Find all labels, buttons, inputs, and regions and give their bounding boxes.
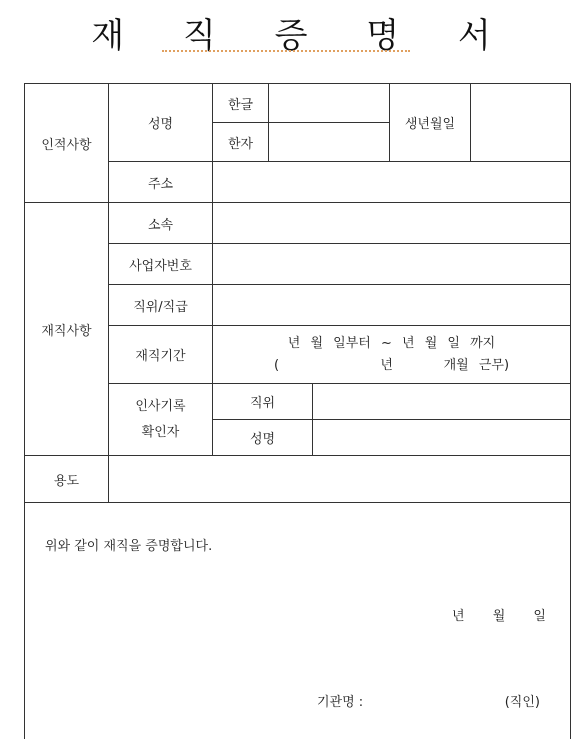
spellcheck-underline xyxy=(162,50,410,52)
purpose-label: 용도 xyxy=(25,456,109,503)
birth-field[interactable] xyxy=(471,84,571,162)
business-no-field[interactable] xyxy=(213,244,571,285)
address-field[interactable] xyxy=(213,162,571,203)
affiliation-field[interactable] xyxy=(213,203,571,244)
declaration-cell xyxy=(25,503,571,739)
employment-section-label: 재직사항 xyxy=(25,203,109,456)
period-field[interactable] xyxy=(213,326,571,384)
personal-section-label: 인적사항 xyxy=(25,84,109,203)
certificate-form-table xyxy=(24,83,571,739)
business-no-label: 사업자번호 xyxy=(109,244,213,285)
period-line-1: 년 월 일부터 ~ 년 월 일 까지 xyxy=(287,335,496,351)
affiliation-label: 소속 xyxy=(109,203,213,244)
purpose-field[interactable] xyxy=(109,456,571,503)
hr-title-field[interactable] xyxy=(313,384,571,420)
hr-name-label: 성명 xyxy=(213,420,313,456)
declaration-text: 위와 같이 재직을 증명합니다. xyxy=(45,539,213,554)
period-label: 재직기간 xyxy=(109,326,213,384)
position-field[interactable] xyxy=(213,285,571,326)
hr-verifier-label xyxy=(109,384,213,456)
birth-label: 생년월일 xyxy=(390,84,471,162)
hr-label-line-2: 확인자 xyxy=(141,424,180,440)
declaration-date[interactable]: 년 월 일 xyxy=(452,609,546,624)
hr-name-field[interactable] xyxy=(313,420,571,456)
document-title: 재 직 증 명 서 xyxy=(91,16,515,56)
position-label: 직위/직급 xyxy=(109,285,213,326)
address-label: 주소 xyxy=(109,162,213,203)
seal-label: (직인) xyxy=(504,695,540,710)
hanja-name-field[interactable] xyxy=(269,123,390,162)
hr-title-label: 직위 xyxy=(213,384,313,420)
hangul-label: 한글 xyxy=(213,84,269,123)
hr-label-line-1: 인사기록 xyxy=(135,398,186,414)
org-name-label: 기관명 : xyxy=(317,695,364,710)
hangul-name-field[interactable] xyxy=(269,84,390,123)
name-label: 성명 xyxy=(109,84,213,162)
hanja-label: 한자 xyxy=(213,123,269,162)
period-line-2: ( 년 개월 근무) xyxy=(273,357,510,373)
